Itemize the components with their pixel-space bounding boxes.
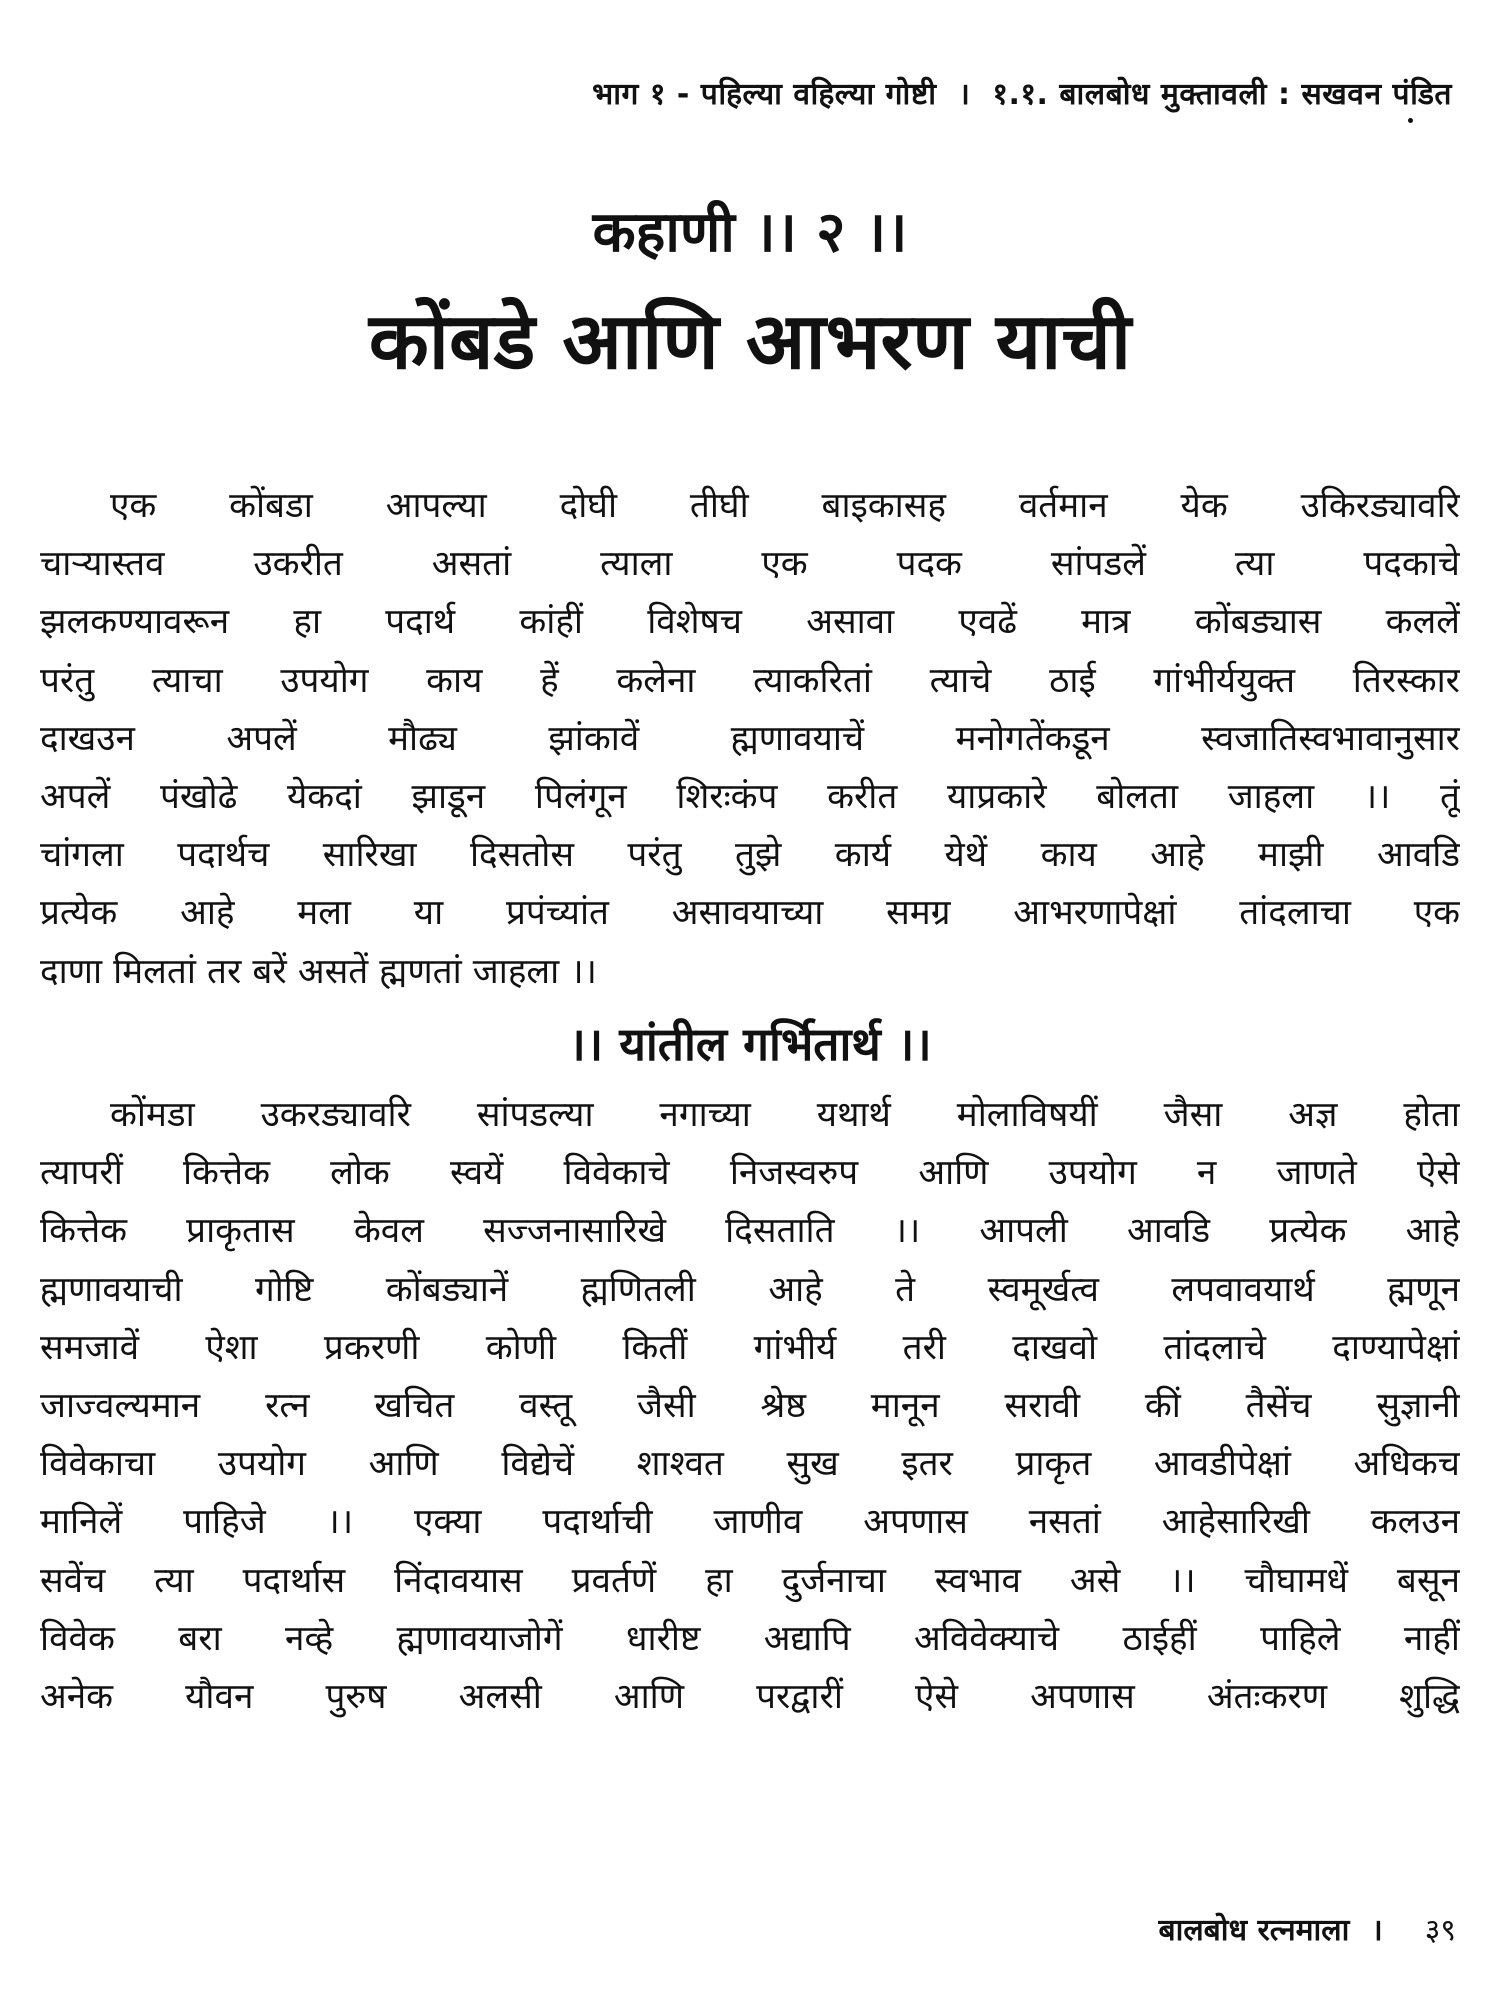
moral-line: अनेक यौवन पुरुष अलसी आणि परद्वारीं ऐसे अपणास अंतःकरण शुद्धि xyxy=(40,1677,1460,1718)
story-number: कहाणी ।। २ ।। xyxy=(592,199,908,265)
moral-line: कोंमडा उकरड्यावरि सांपडल्या नगाच्या यथार्थ मोलाविषयीं जैसा अज्ञ होता xyxy=(110,1095,1460,1135)
story-line: एक कोंबडा आपल्या दोघी तीघी बाइकासह वर्तमान येक उकिरड्यावरि xyxy=(110,486,1460,526)
running-header xyxy=(592,72,1452,113)
running-header-chapter: १.१. बालबोध मुक्तावली : सखवन पंडित xyxy=(992,77,1452,112)
moral-line: विवेकाचा उपयोग आणि विद्येचें शाश्वत सुख इतर प्राकृत आवडीपेक्षां अधिकच xyxy=(40,1444,1460,1485)
moral-line: ह्मणावयाची गोष्टि कोंबड्यानें ह्मणितली आहे ते स्वमूर्खत्व लपवावयार्थ ह्मणून xyxy=(40,1269,1460,1310)
header-dot-mark xyxy=(1408,118,1413,123)
story-line: चांगला पदार्थच सारिखा दिसतोस परंतु तुझे कार्य येथें काय आहे माझी आवडि xyxy=(40,835,1460,876)
moral-paragraph xyxy=(40,1086,1460,1726)
story-line: दाखउन अपलें मौढ्य झांकावें ह्मणावयाचें मनोगतेंकडून स्वजातिस्वभावानुसार xyxy=(40,718,1460,759)
page-number: ३९ xyxy=(1424,1913,1456,1948)
story-paragraph xyxy=(40,477,1460,1001)
story-line: चार्‍यास्तव उकरीत असतां त्याला एक पदक सांपडलें त्या पदकाचे xyxy=(40,544,1460,585)
moral-line: जाज्वल्यमान रत्न खचित वस्तू जैसी श्रेष्ठ मानून सरावी कीं तैसेंच सुज्ञानी xyxy=(40,1386,1460,1427)
moral-line: समजावें ऐशा प्रकरणी कोणी कितीं गांभीर्य तरी दाखवो तांदलाचे दाण्यापेक्षां xyxy=(40,1327,1460,1368)
story-line: दाणा मिलतां तर बरें असतें ह्मणतां जाहला ।। xyxy=(40,951,597,992)
moral-line: सवेंच त्या पदार्थास निंदावयास प्रवर्तणें हा दुर्जनाचा स्वभाव असे ।। चौघामधें बसून xyxy=(40,1560,1460,1601)
moral-line: कित्तेक प्राकृतास केवल सज्जनासारिखे दिसताति ।। आपली आवडि प्रत्येक आहे xyxy=(40,1211,1460,1252)
moral-heading: ।। यांतील गर्भितार्थ ।। xyxy=(568,1017,932,1071)
footer-separator: । xyxy=(1371,1913,1383,1948)
story-line: झलकण्यावरून हा पदार्थ कांहीं विशेषच असावा एवढें मात्र कोंबड्यास कललें xyxy=(40,602,1460,643)
moral-line: त्यापरीं कित्तेक लोक स्वयें विवेकाचे निजस्वरुप आणि उपयोग न जाणते ऐसे xyxy=(40,1153,1460,1194)
moral-line: मानिलें पाहिजे ।। एक्या पदार्थाची जाणीव अपणास नसतां आहेसारिखी कलउन xyxy=(40,1502,1460,1543)
running-header-separator: । xyxy=(958,77,971,112)
story-line: परंतु त्याचा उपयोग काय हें कलेना त्याकरितां त्याचे ठाई गांभीर्ययुक्त तिरस्कार xyxy=(40,660,1460,701)
page-footer xyxy=(1158,1908,1456,1949)
moral-line: विवेक बरा नव्हे ह्मणावयाजोगें धारीष्ट अद्यापि अविवेक्याचे ठाईहीं पाहिले नाहीं xyxy=(40,1618,1460,1659)
story-line: प्रत्येक आहे मला या प्रपंच्यांत असावयाच्या समग्र आभरणापेक्षां तांदलाचा एक xyxy=(40,893,1460,934)
running-header-part: भाग १ - पहिल्या वहिल्या गोष्टी xyxy=(592,77,937,112)
footer-book-title: बालबोध रत्नमाला xyxy=(1158,1913,1350,1948)
story-title: कोंबडे आणि आभरण याची xyxy=(368,296,1132,387)
story-line: अपलें पंखोढे येकदां झाडून पिलंगून शिरःकंप करीत याप्रकारे बोलता जाहला ।। तूं xyxy=(40,777,1460,818)
